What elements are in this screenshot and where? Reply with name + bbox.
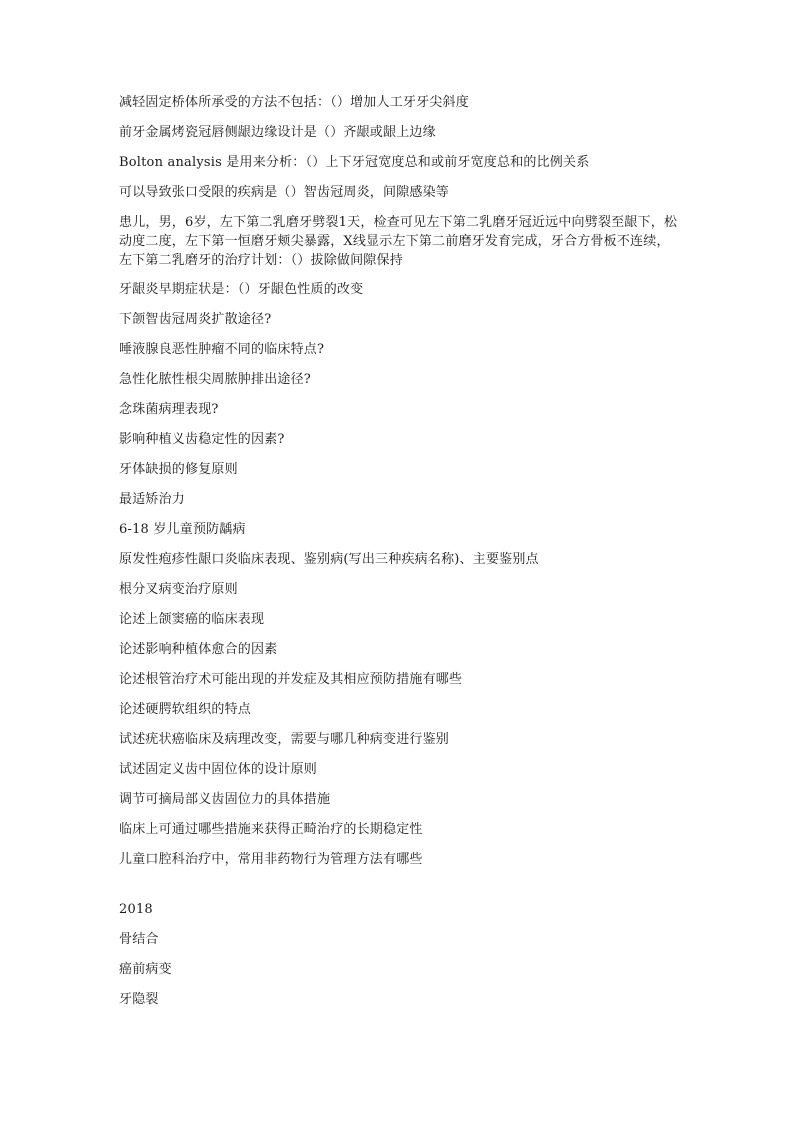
- question-line: 根分叉病变治疗原则: [119, 582, 238, 597]
- question-line: 可以导致张口受限的疾病是（）智齿冠周炎，间隙感染等: [119, 185, 450, 200]
- term-line: 牙隐裂: [119, 992, 159, 1007]
- question-line: 减轻固定桥体所承受的方法不包括：（）增加人工牙牙尖斜度: [119, 95, 469, 110]
- question-line: 念珠菌病理表现?: [119, 402, 219, 417]
- section-spacer: [119, 880, 679, 900]
- year-heading: 2018: [119, 902, 153, 917]
- question-line: 论述根管治疗术可能出现的并发症及其相应预防措施有哪些: [119, 672, 463, 687]
- question-line: 唾液腺良恶性肿瘤不同的临床特点?: [119, 342, 325, 357]
- question-line: 试述疣状癌临床及病理改变，需要与哪几种病变进行鉴别: [119, 732, 450, 747]
- question-line: 牙龈炎早期症状是：（）牙龈色性质的改变: [119, 282, 364, 297]
- question-line: 最适矫治力: [119, 492, 186, 507]
- question-line: 6-18 岁儿童预防龋病: [119, 522, 246, 537]
- question-line: 试述固定义齿中固位体的设计原则: [119, 762, 318, 777]
- question-line: 论述上颌窦癌的临床表现: [119, 612, 265, 627]
- question-line: 原发性疱疹性龈口炎临床表现、鉴别病(写出三种疾病名称)、主要鉴别点: [119, 552, 539, 567]
- question-line: 影响种植义齿稳定性的因素?: [119, 432, 285, 447]
- question-line: 论述影响种植体愈合的因素: [119, 642, 278, 657]
- question-line: 临床上可通过哪些措施来获得正畸治疗的长期稳定性: [119, 822, 423, 837]
- question-line: Bolton analysis 是用来分析：（）上下牙冠宽度总和或前牙宽度总和的比例关系: [119, 155, 590, 170]
- question-line: 急性化脓性根尖周脓肿排出途径?: [119, 372, 311, 387]
- document-body: [119, 93, 679, 1020]
- term-line: 癌前病变: [119, 962, 172, 977]
- question-line: 儿童口腔科治疗中，常用非药物行为管理方法有哪些: [119, 852, 423, 867]
- question-line: 前牙金属烤瓷冠唇侧龈边缘设计是（）齐龈或龈上边缘: [119, 125, 436, 140]
- term-line: 骨结合: [119, 932, 159, 947]
- question-line: 牙体缺损的修复原则: [119, 462, 238, 477]
- question-line: 调节可摘局部义齿固位力的具体措施: [119, 792, 331, 807]
- question-line: 下颌智齿冠周炎扩散途径?: [119, 312, 272, 327]
- case-question-paragraph: 患儿，男，6岁，左下第二乳磨牙劈裂1天，检查可见左下第二乳磨牙冠近远中向劈裂至龈下，松动度二度，左下第一恒磨牙颊尖暴露，X线显示左下第二前磨牙发育完成，牙合方骨板不连续，左下第二乳磨牙的治疗计划：（）拔除做间隙保持: [119, 215, 678, 268]
- question-line: 论述硬腭软组织的特点: [119, 702, 252, 717]
